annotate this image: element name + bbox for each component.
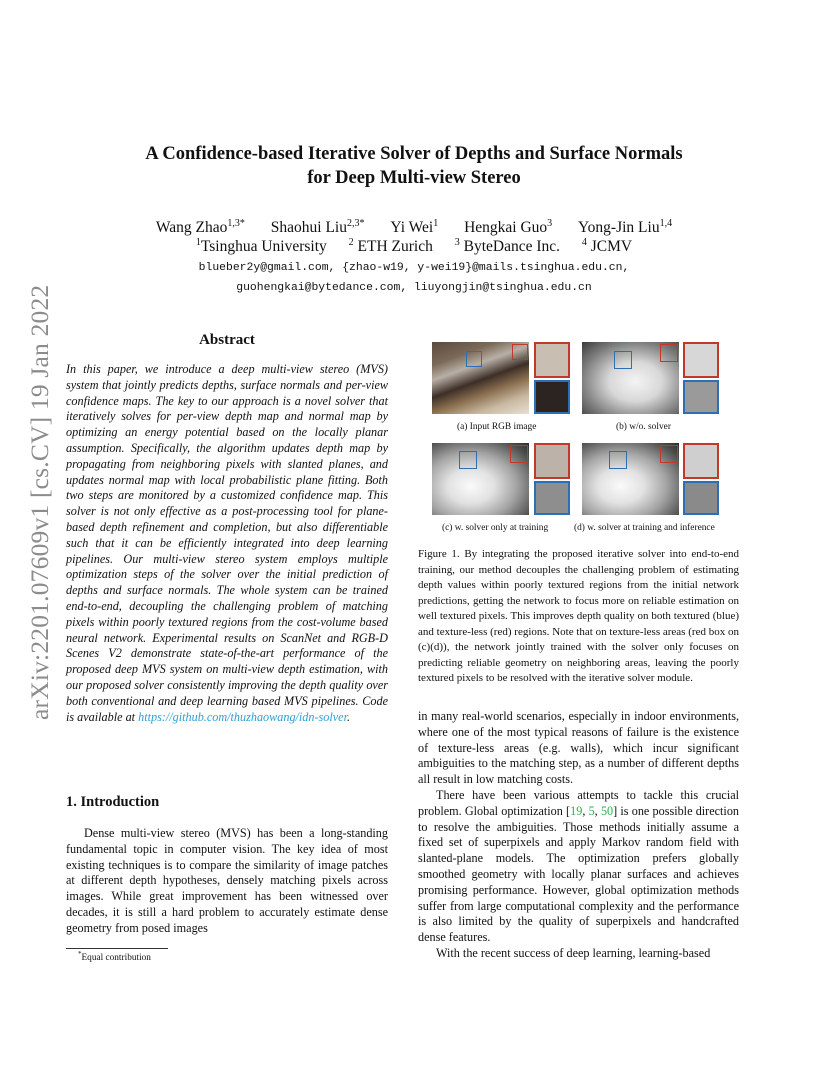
blue-box-marker xyxy=(459,451,477,469)
abstract-heading: Abstract xyxy=(199,332,255,348)
author: Wang Zhao$^{1,3*}$ xyxy=(155,218,245,236)
figure-caption: Figure 1. By integrating the proposed iterative solver into end-to-end training, our method decouples the challenging problem of estimating depth values within poorly textured regions from the initial network predictions, getting the network to focus more on reliable estimation on well textured pixels. This improves depth quality on both textured (blue) and texture-less (red) regions. Note that on texture-less areas (red box on (c)(d)), the network jointly trained with the solver only focuses on predicting reliable geometry on neighboring areas, leaving the poorly textured pixels to be resolved with the iterative solver module. xyxy=(418,548,739,684)
depth-c-red-zoom xyxy=(534,443,570,479)
author: Shaohui Liu$^{2,3*}$ xyxy=(270,218,365,236)
section-heading-introduction: 1. Introduction xyxy=(66,794,160,810)
footnote: *Equal contribution xyxy=(78,950,151,963)
arxiv-stamp: arXiv:2201.07609v1 [cs.CV] 19 Jan 2022 xyxy=(25,284,54,720)
paragraph: There have been various attempts to tackle this crucial problem. Global optimization [19, 5, 50] is one possible direction to resolve the ambiguities. Those methods initially assume a fixed set of superpixels and apply Markov random field with slanted-plane models. The optimization prefers globally smoothed geometry with locally planar surfaces and achieves promising performance. However, global optimization methods suffer from large computational complexity and the performance is also limited by the quality of superpixels and handcrafted dense features. xyxy=(418,787,740,945)
abstract-body xyxy=(66,362,388,725)
depth-d-red-zoom xyxy=(683,443,719,479)
code-link[interactable]: https://github.com/thuzhaowang/idn-solver xyxy=(138,709,347,724)
email-line1[interactable]: blueber2y@gmail.com, {zhao-w19, y-wei19}@mails.tsinghua.edu.cn, xyxy=(198,262,630,274)
author: Hengkai Guo$^3$ xyxy=(464,218,553,236)
footnote-rule xyxy=(66,948,168,949)
depth-solver-training xyxy=(432,443,529,515)
author: Yi Wei$^1$ xyxy=(390,218,439,236)
paragraph: in many real-world scenarios, especially in indoor environments, where one of the most typical reasons of failure is the existence of texture-less areas (e.g. walls), which incur significant ambiguities to the matching step, as a number of different depths all result in low matching costs. xyxy=(418,709,739,787)
subcaption-a: (a) Input RGB image xyxy=(457,422,537,432)
affiliation: $^2$ ETH Zurich xyxy=(348,237,433,255)
affiliation-list xyxy=(60,237,768,256)
depth-b-blue-zoom xyxy=(683,380,719,414)
author: Yong-Jin Liu$^{1,4}$ xyxy=(578,218,673,236)
intro-body xyxy=(66,826,388,937)
depth-no-solver xyxy=(582,342,679,414)
affiliation: $^3$ ByteDance Inc. xyxy=(454,237,561,255)
citation-link[interactable]: 50 xyxy=(600,803,614,818)
intro-paragraph: Dense multi-view stereo (MVS) has been a long-standing fundamental topic in computer vision. The key idea of most existing techniques is to compare the similarity of image patches at different depth hypotheses, densely matching pixels across images. While great improvement has been witnessed over decades, it is still a hard problem to accurately estimate dense geometry from posed images xyxy=(66,826,388,935)
blue-box-marker xyxy=(609,451,627,469)
blue-box-marker xyxy=(466,351,482,367)
affiliation: $^1$Tsinghua University xyxy=(195,237,327,255)
abstract-end: . xyxy=(347,709,351,724)
paragraph: With the recent success of deep learning, learning-based xyxy=(436,945,711,960)
depth-solver-train-infer xyxy=(582,443,679,515)
red-box-marker xyxy=(660,445,678,463)
depth-d-blue-zoom xyxy=(683,481,719,515)
author-list xyxy=(60,218,768,237)
depth-c-blue-zoom xyxy=(534,481,570,515)
paper-title-line1: A Confidence-based Iterative Solver of Depths and Surface Normals xyxy=(145,144,683,164)
subcaption-d: (d) w. solver at training and inference xyxy=(574,523,715,533)
citation-link[interactable]: 19 xyxy=(570,803,583,818)
abstract-text: In this paper, we introduce a deep multi-view stereo (MVS) system that jointly predicts depths, surface normals and per-view confidence maps. The key to our approach is a novel solver that iteratively solves for per-view depth map and normal map by optimizing an energy potential based on the locally planar assumption. Specifically, the algorithm updates depth map by propagating from neighboring pixels with slanted planes, and updates normal map with local probabilistic plane fitting. Both two steps are monitored by a customized confidence map. This solver is not only effective as a post-processing tool for plane-based depth refinement and completion, but also differentiable such that it can be efficiently integrated into deep learning pipelines. Our multi-view stereo system employs multiple optimization steps of the solver over the initial prediction of depths and surface normals. The whole system can be trained end-to-end, decoupling the challenging problem of matching pixels within poorly textured regions from the cost-volume based neural network. Experimental results on ScanNet and RGB-D Scenes V2 demonstrate state-of-the-art performance of the proposed deep MVS system on multi-view depth estimation, with our proposed solver consistently improving the depth quality over both conventional and deep learning based MVS pipelines. Code is available at xyxy=(66,362,388,724)
email-line2[interactable]: guohengkai@bytedance.com, liuyongjin@tsinghua.edu.cn xyxy=(236,282,592,294)
red-box-marker xyxy=(512,344,528,360)
red-box-marker xyxy=(510,445,528,463)
rgb-red-zoom xyxy=(534,342,570,378)
citation-link[interactable]: 5 xyxy=(588,803,595,818)
blue-box-marker xyxy=(614,351,632,369)
subcaption-b: (b) w/o. solver xyxy=(616,422,671,432)
figure-1 xyxy=(430,340,730,540)
rgb-image xyxy=(432,342,529,414)
paper-title-line2: for Deep Multi-view Stereo xyxy=(307,168,521,188)
depth-b-red-zoom xyxy=(683,342,719,378)
right-column-body xyxy=(418,709,739,962)
affiliation: $^4$ JCMV xyxy=(581,237,633,255)
subcaption-c: (c) w. solver only at training xyxy=(442,523,549,533)
red-box-marker xyxy=(660,344,678,362)
rgb-blue-zoom xyxy=(534,380,570,414)
